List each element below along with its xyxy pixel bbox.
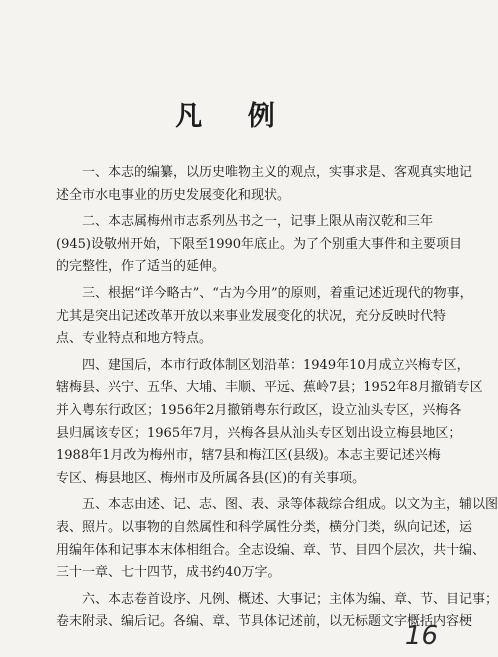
text-line: 五、本志由述、记、志、图、表、录等体裁综合组成。以文为主，辅以图: [82, 497, 498, 513]
paragraph-1: [56, 162, 473, 207]
text-line: (945)设敬州开始，下限至1990年底止。为了个别重大事件和主要项目: [56, 236, 463, 252]
text-line: 的完整性，作了适当的延伸。: [56, 259, 226, 275]
text-line: 用编年体和记事本末体相组合。全志设编、章、节、目四个层次，共十编、: [56, 542, 486, 558]
text-line: 辖梅县、兴宁、五华、大埔、丰顺、平远、蕉岭7县；1952年8月撤销专区: [56, 380, 483, 396]
paragraph-5: [56, 494, 498, 584]
paragraph-6: [56, 589, 498, 634]
text-line: 表、照片。以事物的自然属性和科学属性分类，横分门类，纵向记述，运: [56, 519, 473, 535]
paragraph-4: [56, 355, 483, 491]
text-line: 尤其是突出记述改革开放以来事业发展变化的状况，充分反映时代特: [56, 308, 447, 324]
handwritten-page-number: 16: [404, 621, 438, 651]
text-line: 1988年1月改为梅州市，辖7县和梅江区(县级)。本志主要记述兴梅: [56, 448, 441, 464]
text-line: 三、根据“详今略古”、“古为今用”的原则，着重记述近现代的物事，: [82, 285, 473, 301]
page-title: 凡 例: [175, 101, 293, 132]
text-line: 专区、梅县地区、梅州市及所属各县(区)的有关事项。: [56, 470, 366, 486]
paragraph-2: [56, 211, 463, 279]
text-line: 四、建国后，本市行政体制区划沿革：1949年10月成立兴梅专区，: [82, 357, 470, 373]
text-line: 六、本志卷首设序、凡例、概述、大事记；主体为编、章、节、目记事；: [82, 591, 498, 607]
text-line: 县归属该专区；1965年7月，兴梅各县从汕头专区划出设立梅县地区；: [56, 425, 462, 441]
text-line: 一、本志的编纂，以历史唯物主义的观点，实事求是、客观真实地记: [82, 165, 473, 180]
text-line: 三十一章、七十四节，成书约40万字。: [56, 565, 281, 581]
text-line: 述全市水电事业的历史发展变化和现状。: [56, 187, 291, 203]
text-line: 二、本志属梅州市志系列丛书之一，记事上限从南汉乾和三年: [82, 214, 434, 230]
text-line: 点、专业特点和地方特点。: [56, 331, 213, 347]
text-line: 卷末附录、编后记。各编、章、节具体记述前，以无标题文字概括内容梗: [56, 614, 473, 630]
paragraph-3: [56, 283, 473, 351]
text-line: 并入粤东行政区；1956年2月撤销粤东行政区，设立汕头专区，兴梅各: [56, 402, 462, 418]
